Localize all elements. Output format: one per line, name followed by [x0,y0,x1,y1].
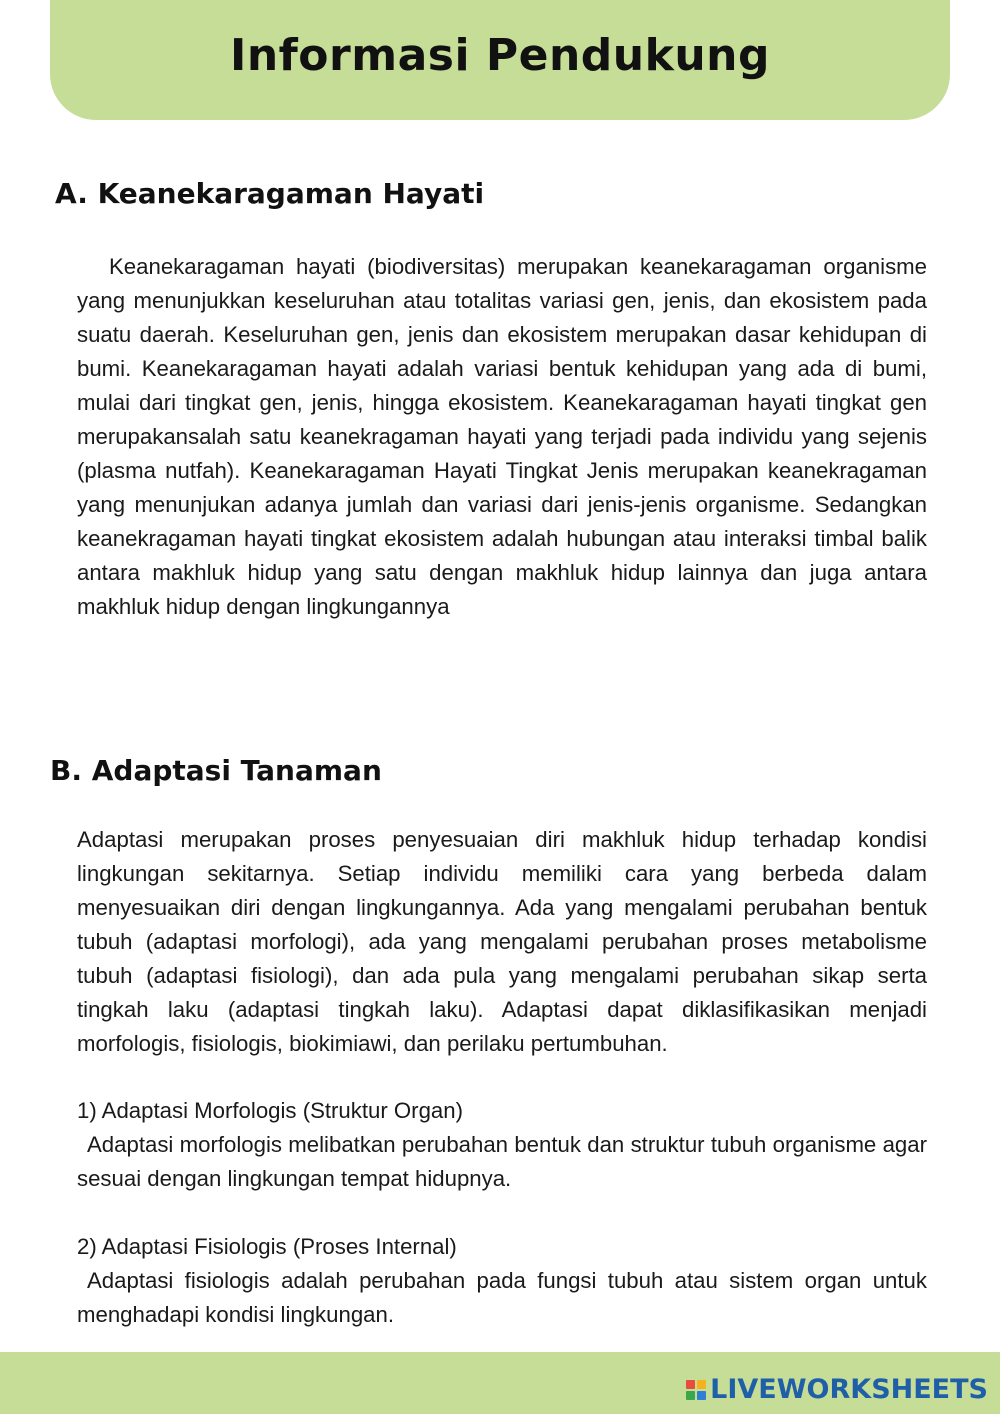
subsection-2-body: Adaptasi fisiologis adalah perubahan pada fungsi tubuh atau sistem organ untuk menghadapi kondisi lingkungan. [77,1268,927,1327]
logo-square-blue [697,1391,706,1400]
subsection-2-title: 2) Adaptasi Fisiologis (Proses Internal) [77,1234,457,1259]
brand-logo-link[interactable] [686,1374,988,1405]
logo-square-red [686,1380,695,1389]
page-title: Informasi Pendukung [229,29,771,81]
section-a-heading: A. Keanekaragaman Hayati [55,177,485,210]
subsection-1-title: 1) Adaptasi Morfologis (Struktur Organ) [77,1098,463,1123]
logo-square-green [686,1391,695,1400]
subsection-1-body: Adaptasi morfologis melibatkan perubahan bentuk dan struktur tubuh organisme agar sesuai dengan lingkungan tempat hidupnya. [77,1132,927,1191]
section-b-paragraph: Adaptasi merupakan proses penyesuaian diri makhluk hidup terhadap kondisi lingkungan sekitarnya. Setiap individu memiliki cara yang berbeda dalam menyesuaikan diri dengan lingkungannya. Ada yang mengalami perubahan bentuk tubuh (adaptasi morfologi), ada yang mengalami perubahan proses metabolisme tubuh (adaptasi fisiologi), dan ada pula yang mengalami perubahan sikap serta tingkah laku (adaptasi tingkah laku). Adaptasi dapat diklasifikasikan menjadi morfologis, fisiologis, biokimiawi, dan perilaku pertumbuhan. [77,827,927,1056]
logo-square-yellow [697,1380,706,1389]
brand-name: LIVEWORKSHEETS [710,1374,988,1405]
section-b-heading: B. Adaptasi Tanaman [50,754,382,787]
liveworksheets-logo-icon [686,1380,706,1400]
header-banner [50,0,950,120]
section-a-paragraph: Keanekaragaman hayati (biodiversitas) merupakan keanekaragaman organisme yang menunjukkan keseluruhan atau totalitas variasi gen, jenis, dan ekosistem pada suatu daerah. Keseluruhan gen, jenis dan ekosistem merupakan dasar kehidupan di bumi. Keanekaragaman hayati adalah variasi bentuk kehidupan yang ada di bumi, mulai dari tingkat gen, jenis, hingga ekosistem. Keanekaragaman hayati tingkat gen merupakansalah satu keanekragaman hayati yang terjadi pada individu yang sejenis (plasma nutfah). Keanekaragaman Hayati Tingkat Jenis merupakan keanekragaman yang menunjukan adanya jumlah dan variasi dari jenis-jenis organisme. Sedangkan keanekragaman hayati tingkat ekosistem adalah hubungan atau interaksi timbal balik antara makhluk hidup yang satu dengan makhluk hidup lainnya dan juga antara makhluk hidup dengan lingkungannya [77,254,927,619]
